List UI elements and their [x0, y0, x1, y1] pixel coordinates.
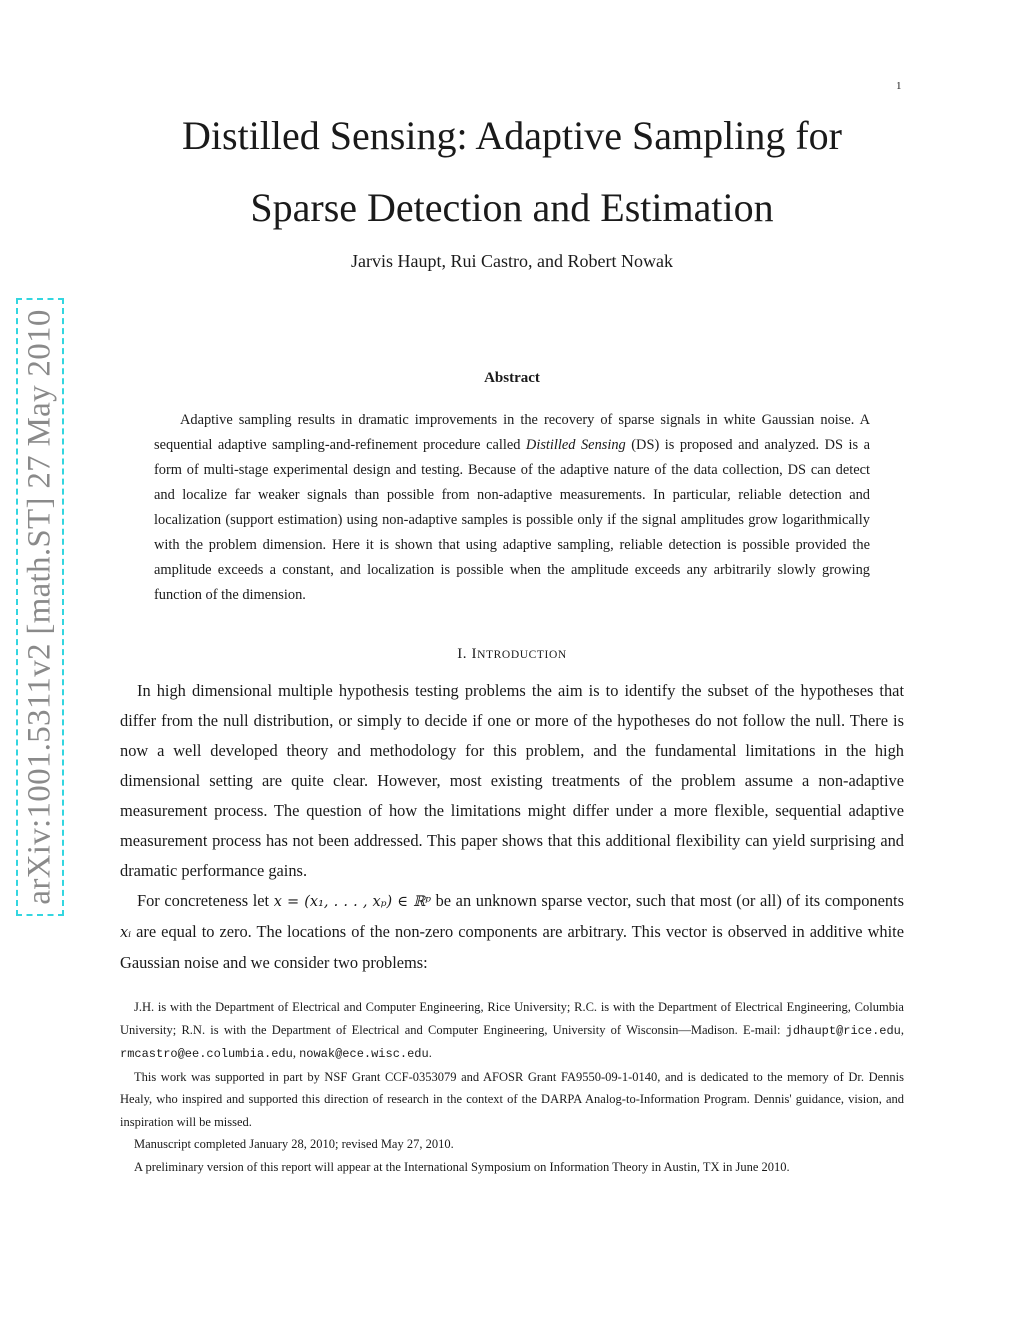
arxiv-identifier: arXiv:1001.5311v2 [math.ST] 27 May 2010	[21, 309, 58, 905]
footnote-affiliations: J.H. is with the Department of Electrical and Computer Engineering, Rice University; R.C. is with the Department of Electrical Engineering, Columbia University; R.N. is with the Department of Electrical and Computer Engineering, University of Wisconsin—Madison. E-mail: jdhaupt@rice.edu, rmcastro@ee.columbia.edu, nowak@ece.wisc.edu.	[120, 1000, 904, 1061]
title-line-1: Distilled Sensing: Adaptive Sampling for	[182, 113, 842, 158]
math-component: xᵢ	[120, 925, 132, 941]
page-number: 1	[896, 80, 902, 92]
math-vector-definition: x = (x₁, . . . , xₚ) ∈ ℝᵖ	[273, 894, 431, 910]
section-title-rest: NTRODUCTION	[477, 649, 567, 661]
title-line-2: Sparse Detection and Estimation	[250, 185, 774, 230]
email-link-2[interactable]: rmcastro@ee.columbia.edu	[120, 1047, 293, 1061]
arxiv-stamp[interactable]	[16, 298, 64, 916]
footnote-preliminary-version: A preliminary version of this report will appear at the International Symposium on Information Theory in Austin, TX in June 2010.	[134, 1159, 790, 1174]
intro-p2-text-a: For concreteness let	[137, 891, 274, 910]
paper-title	[0, 100, 1024, 244]
intro-p2-text-b: be an unknown sparse vector, such that most (or all) of its components	[431, 891, 904, 910]
intro-paragraph-1-text: In high dimensional multiple hypothesis testing problems the aim is to identify the subset of the hypotheses that differ from the null distribution, or simply to decide if one or more of the hypotheses do not follow the null. There is now a well developed theory and methodology for this problem, and the fundamental limitations in the high dimensional setting are quite clear. However, most existing treatments of the problem assume a non-adaptive measurement process. The question of how the limitations might differ under a more flexible, sequential adaptive measurement process has not been addressed. This paper shows that this additional flexibility can yield surprising and dramatic performance gains.	[120, 681, 904, 880]
abstract-emphasis: Distilled Sensing	[525, 437, 626, 453]
intro-paragraph-1	[120, 676, 904, 886]
intro-p2-text-c: are equal to zero. The locations of the non-zero components are arbitrary. This vector is observed in additive white Gaussian noise and we consider two problems:	[120, 922, 904, 972]
abstract-body	[154, 408, 870, 608]
footnote-affiliations-text: J.H. is with the Department of Electrical and Computer Engineering, Rice University; R.C. is with the Department of Electrical Engineering, Columbia University; R.N. is with the Department of Electrical and Computer Engineering, University of Wisconsin—Madison. E-mail:	[120, 1000, 904, 1037]
abstract-text-1: Adaptive sampling results in dramatic improvements in the recovery of sparse signals in white Gaussian noise. A sequential adaptive sampling-and-refinement procedure called	[154, 412, 870, 453]
section-heading	[0, 646, 1024, 663]
section-numeral: I.	[457, 646, 468, 662]
author-list: Jarvis Haupt, Rui Castro, and Robert Nowak	[351, 251, 673, 271]
footnote-manuscript-dates: Manuscript completed January 28, 2010; revised May 27, 2010.	[134, 1137, 454, 1151]
section-title-initial: I	[471, 646, 478, 662]
footnotes	[120, 996, 904, 1178]
email-link-1[interactable]: jdhaupt@rice.edu	[785, 1023, 901, 1038]
abstract-heading: Abstract	[484, 370, 540, 386]
intro-paragraph-2	[120, 886, 904, 978]
email-link-3[interactable]: nowak@ece.wisc.edu	[299, 1047, 429, 1061]
footnote-funding: This work was supported in part by NSF Grant CCF-0353079 and AFOSR Grant FA9550-09-1-0140, and is dedicated to the memory of Dr. Dennis Healy, who inspired and supported this direction of research in the context of the DARPA Analog-to-Information Program. Dennis' guidance, vision, and inspiration will be missed.	[120, 1069, 904, 1129]
abstract-text-2: (DS) is proposed and analyzed. DS is a form of multi-stage experimental design and testing. Because of the adaptive nature of the data collection, DS can detect and localize far weaker signals than possible from non-adaptive measurements. In particular, reliable detection and localization (support estimation) using non-adaptive samples is possible only if the signal amplitudes grow logarithmically with the problem dimension. Here it is shown that using adaptive sampling, reliable detection is possible provided the amplitude exceeds a constant, and localization is possible when the amplitude exceeds any arbitrarily slowly growing function of the dimension.	[154, 437, 870, 603]
